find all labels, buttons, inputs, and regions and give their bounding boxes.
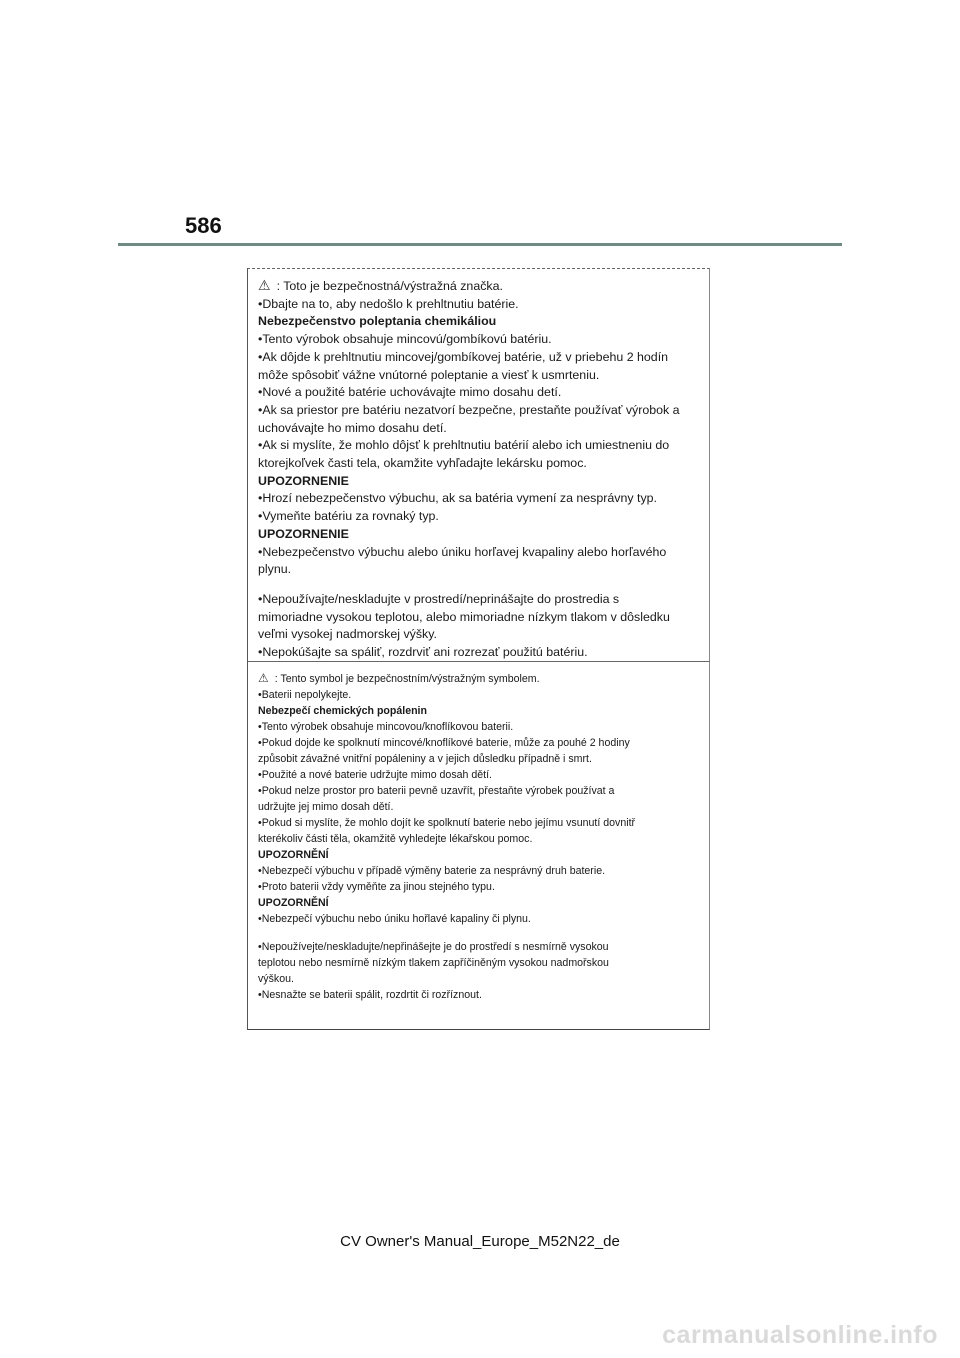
line-gap [258,927,701,939]
line-text: kterékoliv části těla, okamžitě vyhledejte lékařskou pomoc. [258,833,533,845]
text-line [258,987,701,1003]
text-line [258,277,701,296]
text-line [258,349,701,367]
text-line [258,591,701,609]
text-line [258,783,701,799]
line-gap [258,579,701,591]
battery-warning-label-scan [247,263,710,1035]
section-heading [258,703,701,719]
line-text: plynu. [258,562,292,577]
line-text: •Nebezpečí výbuchu nebo úniku hořlavé kapaliny či plynu. [258,913,531,925]
line-text: výškou. [258,973,294,985]
line-text: •Tento výrobek obsahuje mincovou/knoflíkovou baterii. [258,721,514,733]
section-heading [258,526,701,544]
text-line [258,815,701,831]
line-text: UPOZORNENIE [258,473,349,488]
line-text: •Hrozí nebezpečenstvo výbuchu, ak sa batéria vymení za nesprávny typ. [258,491,657,506]
section-heading [258,313,701,331]
text-line [258,561,701,579]
line-text: •Pokud dojde ke spolknutí mincové/knoflíkové baterie, může za pouhé 2 hodiny [258,737,630,749]
text-line [258,719,701,735]
text-line [258,437,701,455]
line-text: •Pokud si myslíte, že mohlo dojít ke spolknutí baterie nebo jejímu vsunutí dovnitř [258,817,636,829]
line-text: •Dbajte na to, aby nedošlo k prehltnutiu batérie. [258,296,519,311]
line-text: : Tento symbol je bezpečnostním/výstražným symbolem. [274,673,540,685]
text-line [258,735,701,751]
section-heading [258,895,701,911]
slovak-warning-lines [258,277,701,662]
text-line [258,955,701,971]
line-text: •Nesnažte se baterii spálit, rozdrtit či rozříznout. [258,989,482,1001]
header-rule [118,243,842,246]
line-text: •Nebezpečenstvo výbuchu alebo úniku horľavej kvapaliny alebo horľavého [258,544,667,559]
text-line [258,384,701,402]
line-text: UPOZORNĚNÍ [258,897,329,909]
text-line [258,687,701,703]
line-text: •Ak si myslíte, že mohlo dôjsť k prehltnutiu batérií alebo ich umiestneniu do [258,438,670,453]
line-text: udržujte jej mimo dosah dětí. [258,801,394,813]
line-text: •Proto baterii vždy vyměňte za jinou stejného typu. [258,881,495,893]
line-text: •Nepoužívejte/neskladujte/nepřinášejte je do prostředí s nesmírně vysokou [258,941,609,953]
line-text: •Ak dôjde k prehltnutiu mincovej/gombíkovej batérie, už v priebehu 2 hodín [258,349,669,364]
text-line [258,670,701,687]
warning-triangle-icon: ⚠ [258,671,269,685]
line-text: Nebezpečí chemických popálenin [258,705,427,717]
line-text: •Použité a nové baterie udržujte mimo dosah dětí. [258,769,492,781]
line-text: •Nové a použité batérie uchovávajte mimo dosahu detí. [258,385,562,400]
slovak-warning-block [247,268,710,661]
line-text: •Baterii nepolykejte. [258,689,352,701]
text-line [258,751,701,767]
line-text: UPOZORNENIE [258,526,349,541]
text-line [258,831,701,847]
line-text: : Toto je bezpečnostná/výstražná značka. [276,279,503,293]
text-line [258,455,701,473]
line-text: ktorejkoľvek časti tela, okamžite vyhľadajte lekársku pomoc. [258,456,587,471]
text-line [258,296,701,314]
line-text: uchovávajte ho mimo dosahu detí. [258,420,447,435]
section-heading [258,847,701,863]
line-text: UPOZORNĚNÍ [258,849,329,861]
text-line [258,879,701,895]
line-text: způsobit závažné vnitřní popáleniny a v jejich důsledku případně i smrt. [258,753,592,765]
text-line [258,644,701,662]
text-line [258,420,701,438]
czech-warning-block [247,661,710,1030]
text-line [258,367,701,385]
czech-warning-lines [258,670,701,1003]
line-text: •Ak sa priestor pre batériu nezatvorí bezpečne, prestaňte používať výrobok a [258,402,680,417]
warning-triangle-icon: ⚠ [258,277,271,293]
line-text: •Pokud nelze prostor pro baterii pevně uzavřít, přestaňte výrobek používat a [258,785,615,797]
text-line [258,911,701,927]
text-line [258,939,701,955]
text-line [258,508,701,526]
watermark: carmanualsonline.info [662,1321,938,1349]
text-line [258,402,701,420]
line-text: môže spôsobiť vážne vnútorné poleptanie a viesť k usmrteniu. [258,367,600,382]
text-line [258,609,701,627]
line-text: mimoriadne vysokou teplotou, alebo mimoriadne nízkym tlakom v dôsledku [258,609,670,624]
line-text: veľmi vysokej nadmorskej výšky. [258,627,437,642]
line-text: Nebezpečenstvo poleptania chemikáliou [258,314,497,329]
text-line [258,767,701,783]
page-number: 586 [185,213,222,238]
line-text: •Nepokúšajte sa spáliť, rozdrviť ani rozrezať použitú batériu. [258,645,588,660]
text-line [258,863,701,879]
line-text: teplotou nebo nesmírně nízkým tlakem zapříčiněným vysokou nadmořskou [258,957,609,969]
text-line [258,331,701,349]
text-line [258,490,701,508]
text-line [258,544,701,562]
text-line [258,626,701,644]
text-line [258,799,701,815]
footer-manual-id: CV Owner's Manual_Europe_M52N22_de [340,1233,620,1250]
text-line [258,971,701,987]
line-text: •Vymeňte batériu za rovnaký typ. [258,509,439,524]
section-heading [258,473,701,491]
line-text: •Nebezpečí výbuchu v případě výměny baterie za nesprávný druh baterie. [258,865,606,877]
line-text: •Tento výrobok obsahuje mincovú/gombíkovú batériu. [258,332,552,347]
line-text: •Nepoužívajte/neskladujte v prostredí/neprinášajte do prostredia s [258,591,620,606]
